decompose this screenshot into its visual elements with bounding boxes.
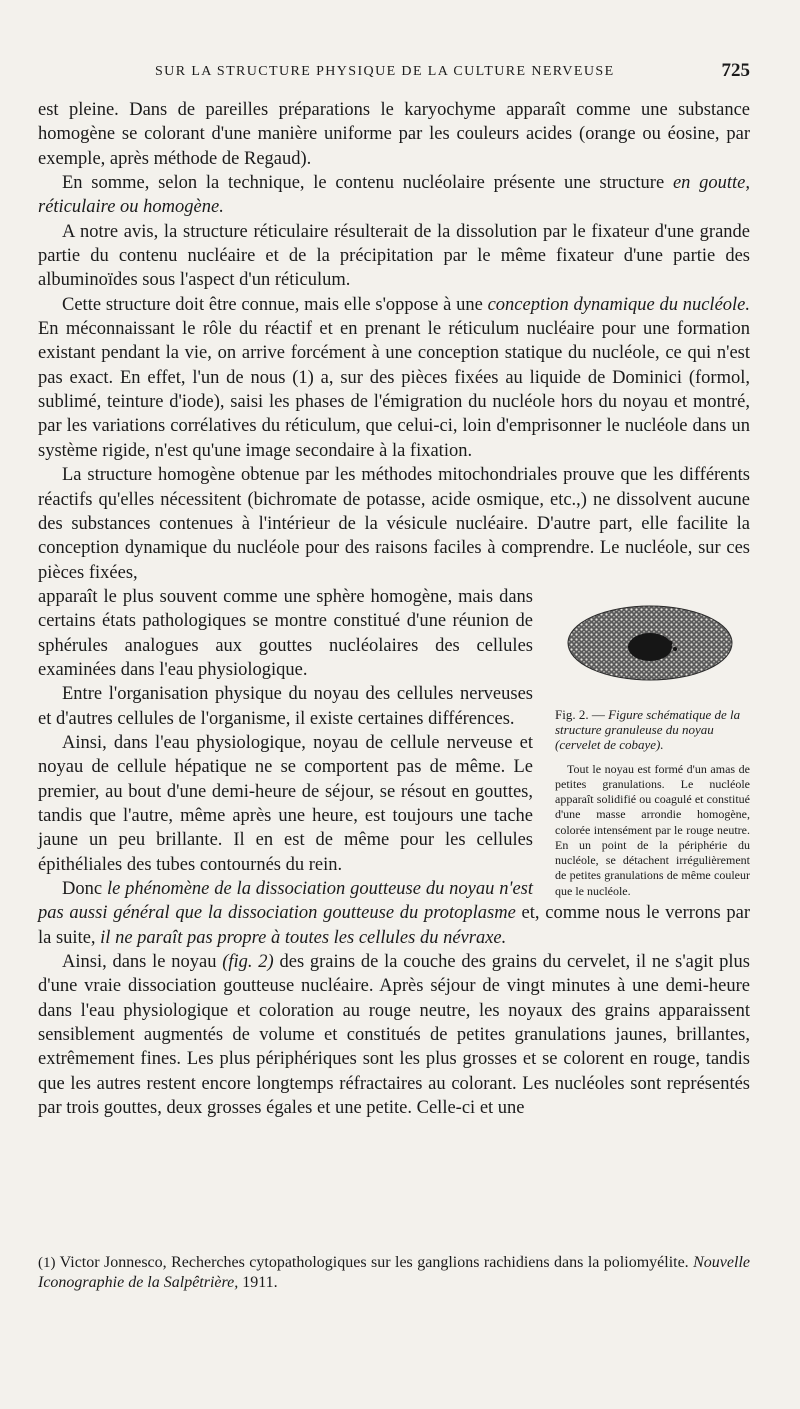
paragraph: est pleine. Dans de pareilles préparations le karyochyme apparaît comme une substance homogène se colorant d'une manière uniforme par les couleurs acides (orange ou éosine, par exemple, après méthode de Regaud). — [38, 100, 750, 169]
figure-dash: — — [591, 706, 605, 722]
figure-reference: (fig. 2) — [222, 952, 274, 973]
footnote-text: Victor Jonnesco, Recherches cytopathologiques sur les ganglions rachidiens dans la poliomyélite. — [59, 1254, 689, 1271]
figure-title: Figure schématique de la structure granuleuse du noyau (cervelet de cobaye). — [555, 706, 741, 752]
running-head — [40, 60, 750, 84]
figure-caption-body: Tout le noyau est formé d'un amas de petites granulations. Le nucléole apparaît solidifié ou coagulé et constitué d'une masse arrondie homogène, colorée intensément par le rouge neutre. En un point de la périphérie du nucléole, se détachent irrégulièrement de petites granulations de même couleur que le nucléole. — [555, 761, 750, 898]
paragraph: Ainsi, dans l'eau physiologique, noyau de cellule nerveuse et noyau de cellule hépatique ne se comportent pas de même. Le premier, au bout d'une demi-heure de séjour, se résout en gouttes, tandis que l'autre, même après une heure, est toujours une tache jaune un peu brillante. Il en est de même pour les cellules épithéliales des tubes contournés du rein. — [38, 732, 533, 875]
paragraph — [38, 293, 750, 463]
text-run: En méconnaissant le rôle du réactif et en prenant le réticulum nucléaire pour une formation existant pendant la vie, on arrive forcément à une conception statique du nucléole, ce qui n'est pas exact. En effet, l'un de nous (1) a, sur des pièces fixées au liquide de Dominici (formol, sublimé, teinture d'iode), saisi les phases de l'émigration du nucléole hors du noyau et montré, par les variations corrélatives du réticulum, que celui-ci, loin d'emprisonner le nucléole dans un système rigide, n'est qu'une image secondaire à la fixation. — [38, 319, 750, 461]
figure-wrap-area — [38, 585, 750, 950]
text-run: et, comme nous le verrons par la suite, — [38, 903, 750, 948]
figure-label: Fig. 2. — [555, 706, 589, 722]
text-run: des grains de la couche des grains du cervelet, il ne s'agit plus d'une vraie dissociation goutteuse nucléaire. Après séjour de vingt minutes à une demi-heure dans l'eau physiologique et coloration au rouge neutre, les noyaux des grains apparaissent sensiblement augmentés de volume et constitués de petites granulations jaunes, brillantes, extrêmement fines. Les plus périphériques sont les plus grosses et se colorent en rouge, tandis que les autres restent encore longtemps réfractaires au colorant. Les nucléoles sont représentés par trois gouttes, deux grosses égales et une petite. Celle-ci et une — [38, 952, 751, 1119]
text-run: Cette structure doit être connue, mais elle s'oppose à une — [62, 294, 483, 315]
paragraph: Entre l'organisation physique du noyau des cellules nerveuses et d'autres cellules de l'organisme, il existe certaines différences. — [38, 684, 533, 729]
page-number: 725 — [721, 60, 750, 81]
text-run: En somme, selon la technique, le contenu nucléolaire présente une structure — [62, 173, 665, 194]
body-text — [38, 98, 750, 1120]
paragraph: A notre avis, la structure réticulaire résulterait de la dissolution par le fixateur d'une grande partie du contenu nucléaire et de la précipitation par le même fixateur d'une partie des albuminoïdes sous l'aspect d'un réticulum. — [38, 221, 750, 291]
nucleus-figure-icon — [565, 603, 735, 683]
running-title: SUR LA STRUCTURE PHYSIQUE DE LA CULTURE NERVEUSE — [155, 64, 615, 79]
italic-run: conception dynamique du nucléole. — [487, 294, 751, 315]
paragraph: apparaît le plus souvent comme une sphère homogène, mais dans certains états pathologiques se montre constitué d'une réunion de sphérules analogues aux gouttes nucléolaires des cellules examinées dans l'eau physiologique. — [38, 586, 533, 680]
italic-run: en goutte, réticulaire ou homogène. — [38, 173, 751, 218]
text-run: Ainsi, dans le noyau — [62, 952, 217, 973]
footnote-year: 1911. — [242, 1274, 278, 1291]
footnote-mark: (1) — [38, 1255, 56, 1271]
footnote — [38, 1253, 750, 1293]
footnote-journal: Nouvelle Iconographie de la Salpêtrière, — [38, 1254, 750, 1291]
italic-run: il ne paraît pas propre à toutes les cellules du névraxe. — [100, 927, 507, 948]
figure-2 — [555, 597, 750, 899]
italic-run: le phénomène de la dissociation goutteuse du noyau n'est pas aussi général que la dissociation goutteuse du protoplasme — [38, 879, 533, 924]
text-run: Donc — [62, 879, 103, 899]
paragraph — [38, 171, 750, 220]
paragraph: La structure homogène obtenue par les méthodes mitochondriales prouve que les différents réactifs qu'elles nécessitent (bichromate de potasse, acide osmique, etc.,) ne dissolvent aucune des substances contenues à l'intérieur de la vésicule nucléaire. D'autre part, elle facilite la conception dynamique du nucléole pour des raisons faciles à comprendre. Le nucléole, sur ces pièces fixées, — [38, 465, 750, 583]
figure-caption-title — [555, 707, 750, 752]
paragraph — [38, 950, 750, 1120]
